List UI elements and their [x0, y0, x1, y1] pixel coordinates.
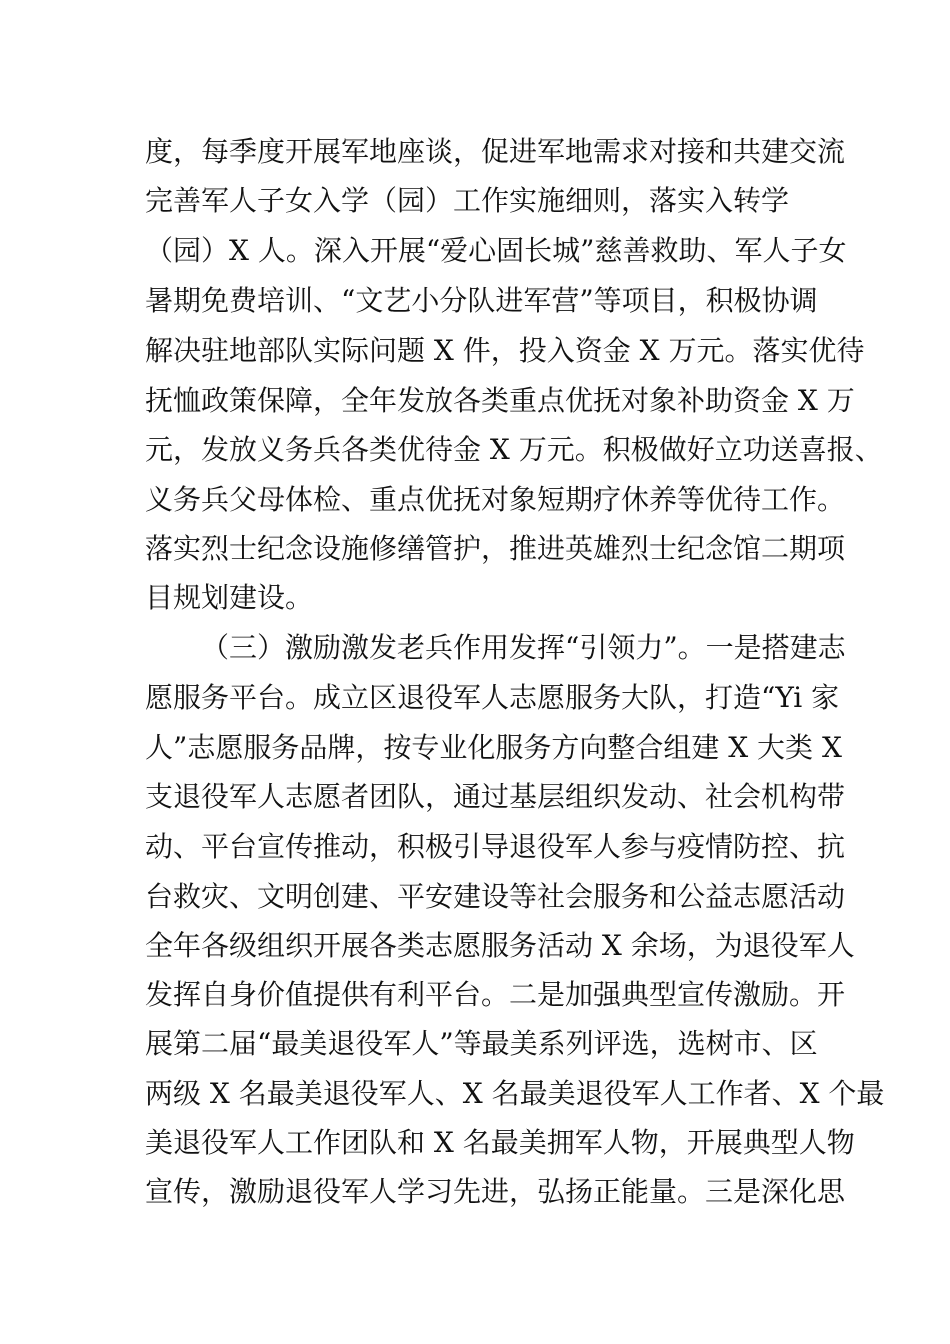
text-line: 动、平台宣传推动，积极引导退役军人参与疫情防控、抗: [145, 830, 846, 863]
text-line: 人”志愿服务品牌，按专业化服务方向整合组建 X 大类 X: [145, 731, 842, 764]
text-line: 抚恤政策保障，全年发放各类重点优抚对象补助资金 X 万: [145, 384, 855, 417]
text-line: 暑期免费培训、“文艺小分队进军营”等项目，积极协调: [145, 284, 818, 317]
text-line: 展第二届“最美退役军人”等最美系列评选，选树市、区: [145, 1027, 818, 1060]
text-line: 支退役军人志愿者团队，通过基层组织发动、社会机构带: [145, 780, 846, 813]
text-line: 宣传，激励退役军人学习先进，弘扬正能量。三是深化思: [145, 1175, 846, 1208]
text-line: 台救灾、文明创建、平安建设等社会服务和公益志愿活动: [145, 880, 846, 913]
text-line: 落实烈士纪念设施修缮管护，推进英雄烈士纪念馆二期项: [145, 532, 846, 565]
text-line: 目规划建设。: [145, 581, 314, 614]
text-line: 完善军人子女入学（园）工作实施细则，落实入转学: [145, 184, 790, 217]
text-line: 度，每季度开展军地座谈，促进军地需求对接和共建交流: [145, 135, 846, 168]
text-line: 两级 X 名最美退役军人、X 名最美退役军人工作者、X 个最: [145, 1077, 885, 1110]
section-heading-line: （三）激励激发老兵作用发挥“引领力”。一是搭建志: [201, 631, 846, 664]
text-line: 愿服务平台。成立区退役军人志愿服务大队，打造“Yi 家: [145, 681, 840, 714]
text-line: 美退役军人工作团队和 X 名最美拥军人物，开展典型人物: [145, 1126, 855, 1159]
text-line: 发挥自身价值提供有利平台。二是加强典型宣传激励。开: [145, 978, 846, 1011]
text-line: 元，发放义务兵各类优待金 X 万元。积极做好立功送喜报、: [145, 433, 883, 466]
text-line: 解决驻地部队实际问题 X 件，投入资金 X 万元。落实优待: [145, 334, 865, 367]
text-line: （园）X 人。深入开展“爱心固长城”慈善救助、军人子女: [145, 234, 847, 267]
text-line: 全年各级组织开展各类志愿服务活动 X 余场，为退役军人: [145, 929, 855, 962]
text-line: 义务兵父母体检、重点优抚对象短期疗休养等优待工作。: [145, 483, 846, 516]
